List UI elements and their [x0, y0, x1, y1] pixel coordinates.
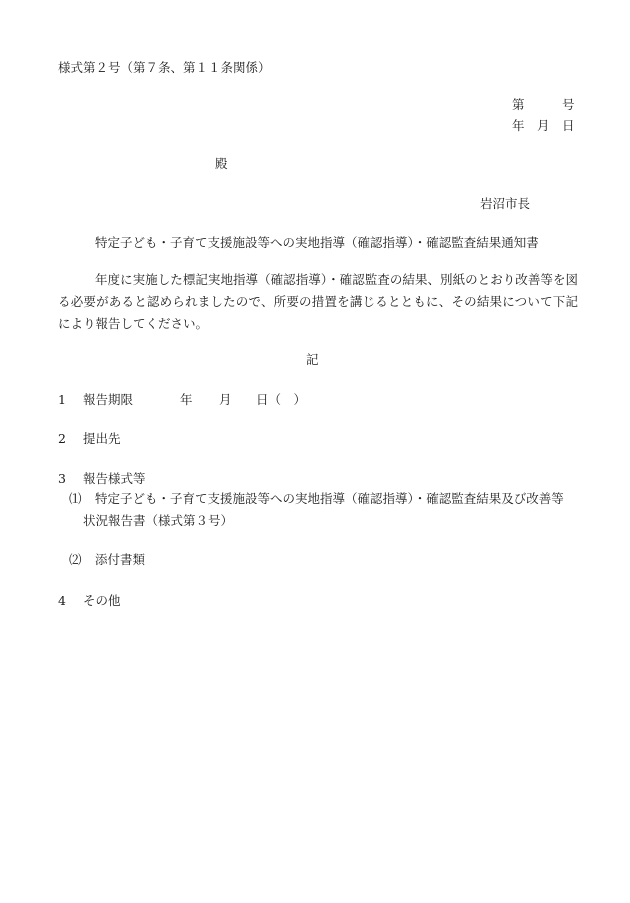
- body-text: 年度に実施した標記実地指導（確認指導）・確認監査の結果、別紙のとおり改善等を図る必要があると認められましたので、所要の措置を講じるとともに、その結果について下記により報告してください。: [58, 272, 578, 331]
- date-year: 年: [512, 118, 525, 133]
- subitem-2-label: 添付書類: [95, 552, 146, 567]
- date-day: 日: [562, 118, 575, 133]
- subitem-2-number: ⑵: [69, 552, 82, 567]
- item-1-label: 報告期限: [83, 392, 134, 407]
- sender: 岩沼市長: [480, 196, 531, 211]
- ki-heading: 記: [306, 352, 319, 367]
- subitem-1-number: ⑴: [69, 491, 82, 506]
- subitem-1-line1: 特定子ども・子育て支援施設等への実地指導（確認指導）・確認監査結果及び改善等: [95, 491, 564, 506]
- item-4-label: その他: [83, 593, 121, 608]
- deadline-day: 日（ ）: [256, 392, 307, 407]
- item-1-number: 1: [58, 392, 66, 407]
- form-label: 様式第２号（第７条、第１１条関係）: [58, 60, 271, 75]
- addressee-suffix: 殿: [215, 156, 228, 171]
- deadline-year: 年: [180, 392, 193, 407]
- item-2-label: 提出先: [83, 431, 121, 446]
- document-title: 特定子ども・子育て支援施設等への実地指導（確認指導）・確認監査結果通知書: [95, 235, 539, 250]
- item-3-label: 報告様式等: [83, 471, 146, 486]
- deadline-month: 月: [219, 392, 232, 407]
- number-suffix: 号: [562, 97, 575, 112]
- number-prefix: 第: [512, 97, 525, 112]
- date-month: 月: [537, 118, 550, 133]
- item-2-number: 2: [58, 431, 66, 446]
- item-4-number: 4: [58, 593, 66, 608]
- subitem-1-line2: 状況報告書（様式第３号）: [83, 513, 234, 528]
- item-3-number: 3: [58, 471, 66, 486]
